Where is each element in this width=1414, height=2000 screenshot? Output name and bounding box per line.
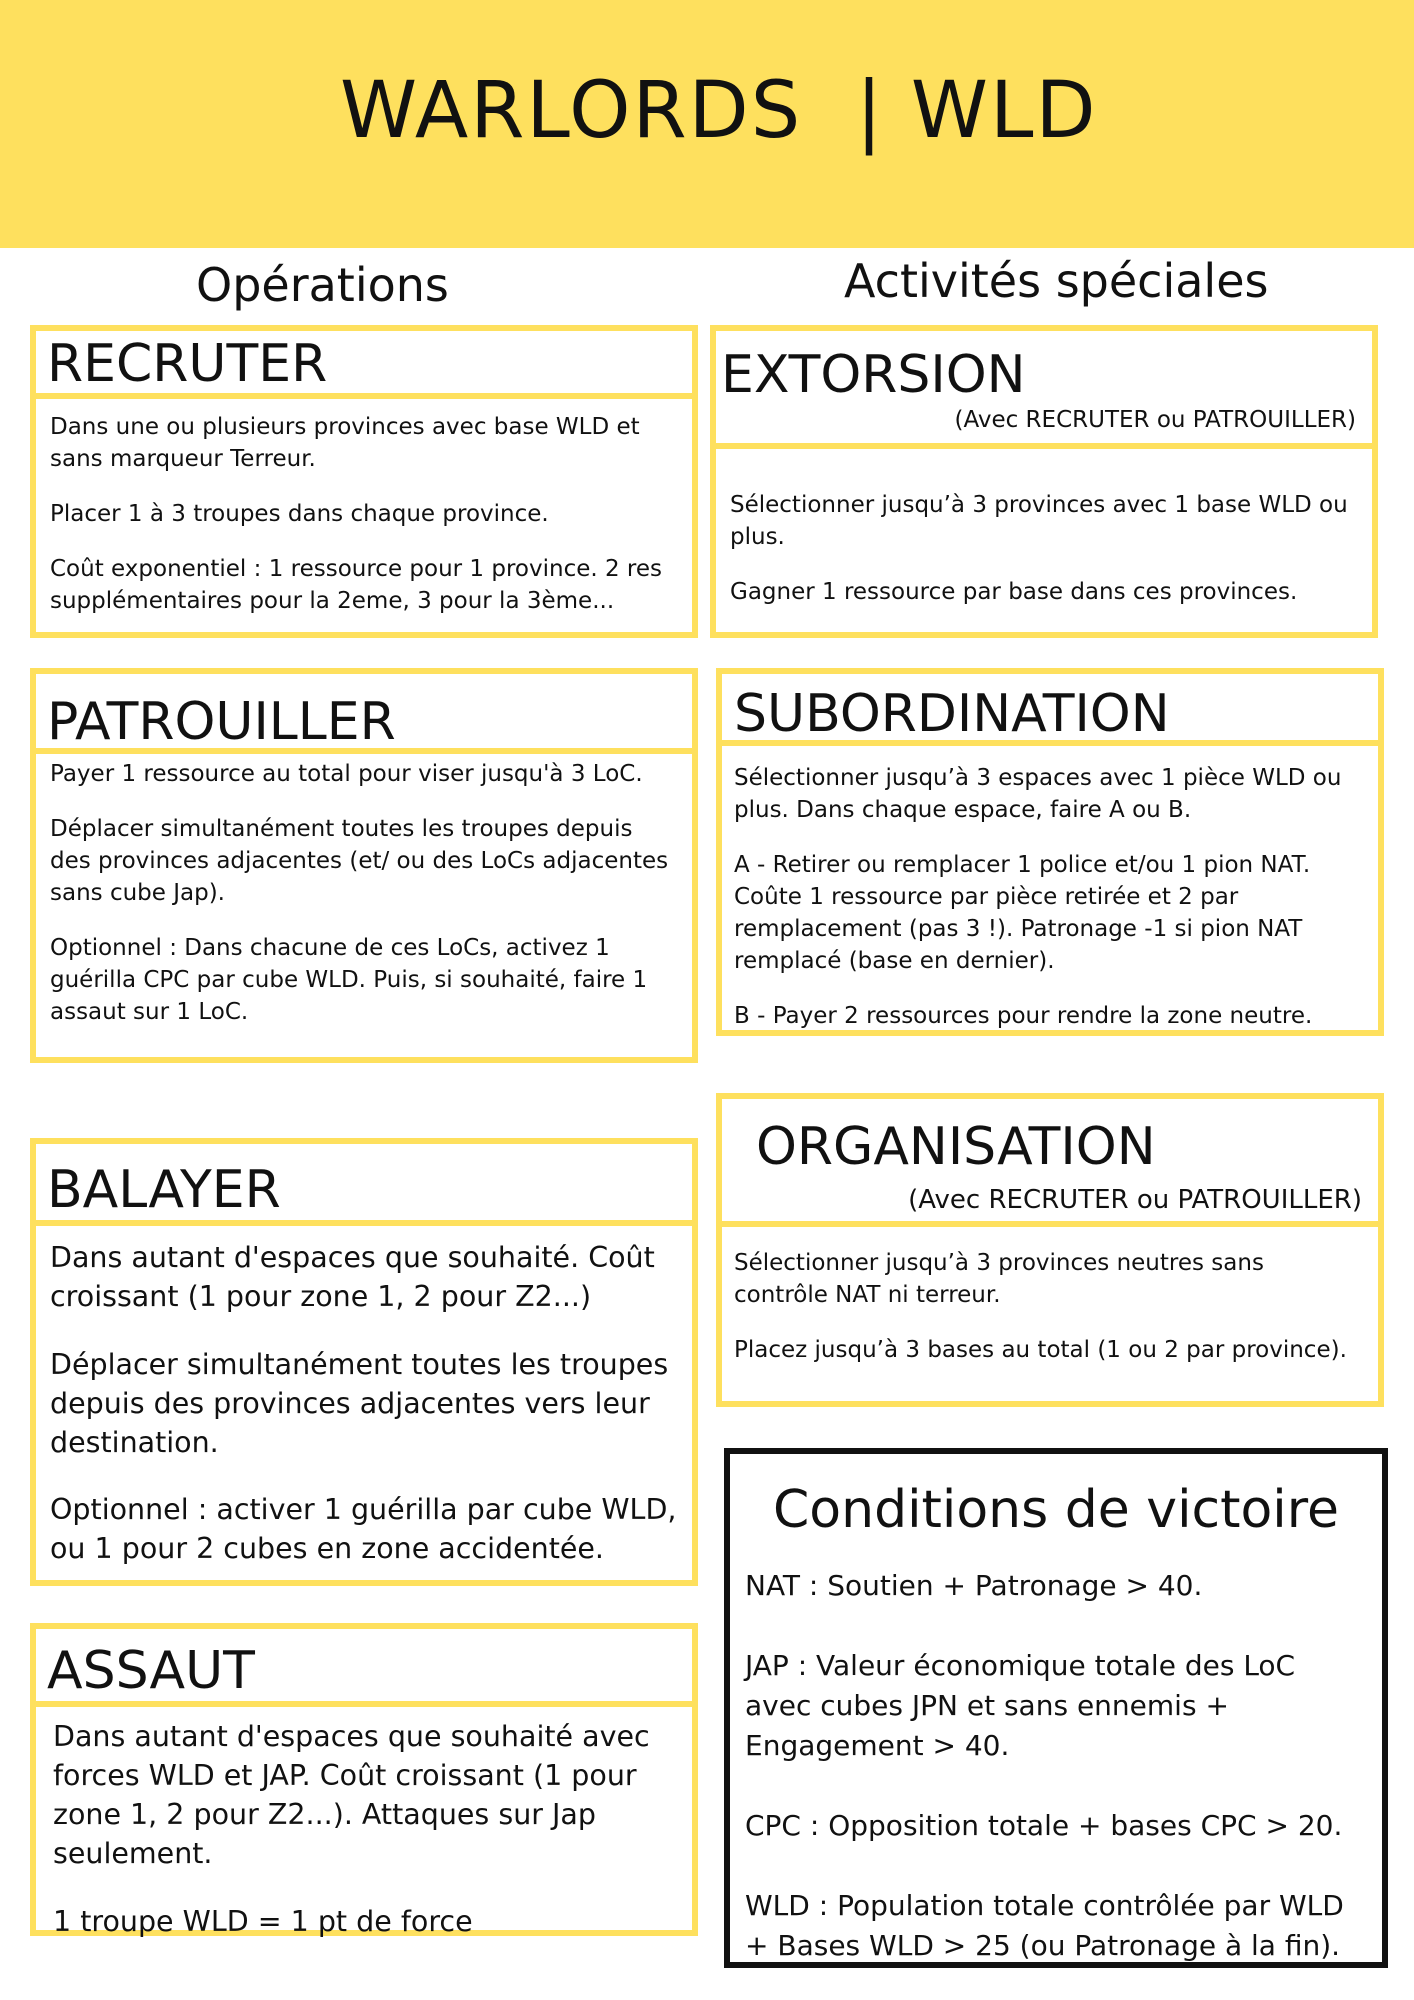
recruter-text-2: Placer 1 à 3 troupes dans chaque province. xyxy=(50,501,549,527)
assaut-text-1: Dans autant d'espaces que souhaité avec forces WLD et JAP. Coût croissant (1 pour zone 1, 2 pour Z2...). Attaques sur Jap seulement. xyxy=(53,1720,650,1870)
balayer-card xyxy=(30,1138,698,1586)
recruter-text-3: Coût exponentiel : 1 ressource pour 1 province. 2 res supplémentaires pour la 2eme, 3 pour la 3ème... xyxy=(50,556,663,614)
header-banner xyxy=(0,0,1414,248)
recruter-card-header xyxy=(36,331,692,399)
organisation-card-header xyxy=(722,1099,1378,1227)
patrouiller-card xyxy=(30,668,698,1063)
extorsion-card-header xyxy=(716,331,1372,449)
recruter-text-1: Dans une ou plusieurs provinces avec base WLD et sans marqueur Terreur. xyxy=(50,414,640,472)
subordination-card-header xyxy=(722,674,1378,746)
patrouiller-text-3: Optionnel : Dans chacune de ces LoCs, activez 1 guérilla CPC par cube WLD. Puis, si souhaité, faire 1 assaut sur 1 LoC. xyxy=(50,935,648,1025)
victory-cpc: CPC : Opposition totale + bases CPC > 20. xyxy=(745,1809,1343,1842)
organisation-card xyxy=(716,1093,1384,1407)
subordination-text-1: Sélectionner jusqu’à 3 espaces avec 1 pièce WLD ou plus. Dans chaque espace, faire A ou B. xyxy=(734,765,1342,823)
organisation-body xyxy=(722,1247,1378,1401)
patrouiller-body xyxy=(36,758,692,1057)
subordination-title: SUBORDINATION xyxy=(734,684,1170,744)
assaut-card-header xyxy=(36,1629,692,1707)
victory-list xyxy=(745,1566,1370,1966)
subordination-body xyxy=(722,762,1378,1030)
subordination-text-3: B - Payer 2 ressources pour rendre la zone neutre. xyxy=(734,1003,1313,1029)
extorsion-title: EXTORSION xyxy=(721,345,1026,405)
assaut-body xyxy=(36,1717,692,1938)
organisation-subtitle: (Avec RECRUTER ou PATROUILLER) xyxy=(908,1185,1362,1215)
balayer-text-3: Optionnel : activer 1 guérilla par cube WLD, ou 1 pour 2 cubes en zone accidentée. xyxy=(50,1493,677,1565)
victory-nat: NAT : Soutien + Patronage > 40. xyxy=(745,1569,1203,1602)
balayer-text-2: Déplacer simultanément toutes les troupes depuis des provinces adjacentes vers leur destination. xyxy=(50,1347,669,1459)
victory-conditions-box xyxy=(724,1448,1388,1968)
patrouiller-text-1: Payer 1 ressource au total pour viser jusqu'à 3 LoC. xyxy=(50,761,643,787)
organisation-text-1: Sélectionner jusqu’à 3 provinces neutres sans contrôle NAT ni terreur. xyxy=(734,1250,1264,1308)
extorsion-body xyxy=(716,489,1372,632)
balayer-title: BALAYER xyxy=(47,1160,281,1220)
assaut-card xyxy=(30,1623,698,1936)
extorsion-subtitle: (Avec RECRUTER ou PATROUILLER) xyxy=(954,407,1356,433)
balayer-body xyxy=(36,1238,692,1580)
recruter-title: RECRUTER xyxy=(47,334,328,394)
extorsion-card xyxy=(710,325,1378,638)
balayer-text-1: Dans autant d'espaces que souhaité. Coût croissant (1 pour zone 1, 2 pour Z2...) xyxy=(50,1241,655,1313)
victory-wld: WLD : Population totale contrôlée par WLD + Bases WLD > 25 (ou Patronage à la fin). xyxy=(745,1889,1344,1962)
recruter-card xyxy=(30,325,698,638)
extorsion-text-1: Sélectionner jusqu’à 3 provinces avec 1 base WLD ou plus. xyxy=(730,492,1348,550)
recruter-body xyxy=(36,411,692,632)
special-activities-heading: Activités spéciales xyxy=(844,254,1269,308)
organisation-text-2: Placez jusqu’à 3 bases au total (1 ou 2 par province). xyxy=(734,1337,1347,1363)
assaut-title: ASSAUT xyxy=(47,1641,255,1701)
balayer-card-header xyxy=(36,1144,692,1226)
subordination-card xyxy=(716,668,1384,1036)
patrouiller-card-header xyxy=(36,674,692,754)
subordination-text-2: A - Retirer ou remplacer 1 police et/ou 1 pion NAT. Coûte 1 ressource par pièce retirée et 2 par remplacement (pas 3 !). Patronage -1 si pion NAT remplacé (base en dernier). xyxy=(734,852,1311,974)
victory-jap: JAP : Valeur économique totale des LoC avec cubes JPN et sans ennemis + Engagement > 40. xyxy=(745,1649,1296,1762)
victory-title: Conditions de victoire xyxy=(773,1480,1339,1540)
assaut-text-2: 1 troupe WLD = 1 pt de force xyxy=(53,1904,473,1938)
operations-heading: Opérations xyxy=(196,258,449,312)
page-title: WARLORDS | WLD xyxy=(340,66,1098,156)
patrouiller-text-2: Déplacer simultanément toutes les troupes depuis des provinces adjacentes (et/ ou des LoCs adjacentes sans cube Jap). xyxy=(50,816,669,906)
organisation-title: ORGANISATION xyxy=(756,1117,1156,1177)
extorsion-text-2: Gagner 1 ressource par base dans ces provinces. xyxy=(730,579,1298,605)
patrouiller-title: PATROUILLER xyxy=(47,692,396,752)
